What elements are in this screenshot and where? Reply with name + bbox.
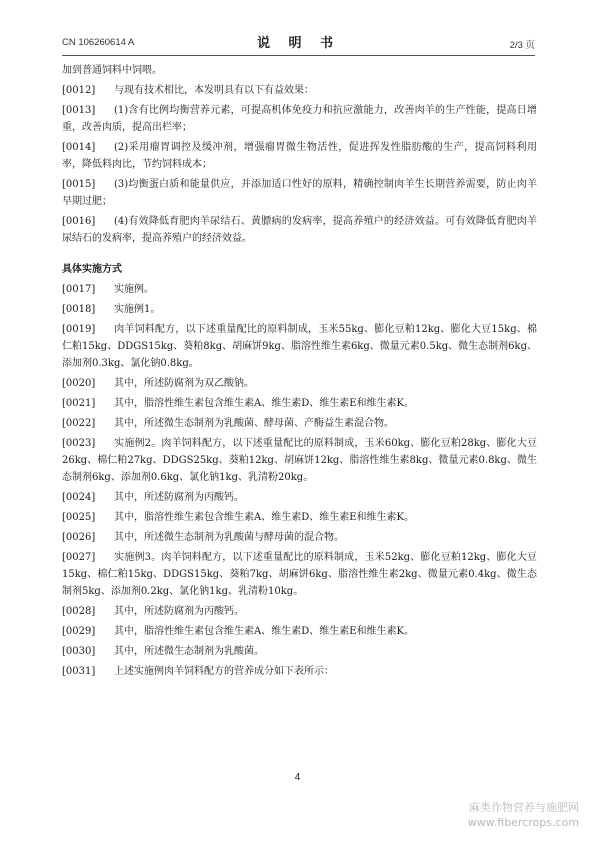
paragraph [62, 415, 537, 432]
paragraph-text: (2)采用瘤胃调控及缓冲剂，增强瘤胃微生物活性，促进挥发性脂肪酸的生产，提高饲料利用率，降低料肉比，节约饲料成本； [62, 142, 537, 170]
paragraph [62, 529, 537, 546]
paragraph [62, 176, 537, 210]
watermark-url: www.fibercrops.com [467, 816, 579, 829]
paragraph-text: 实施例3。肉羊饲料配方，以下述重量配比的原料制成，玉米52kg、膨化豆粕12kg、膨化大豆15kg、棉仁粕15kg、DDGS15kg、葵粕7kg、胡麻饼6kg、脂溶性维生素2kg、微量元素0.4kg、微生态制剂5kg、添加剂0.2kg、氯化钠1kg、乳清粉10kg。 [62, 552, 537, 597]
paragraph-text: (4)有效降低育肥肉羊尿结石、黄膘病的发病率，提高养殖户的经济效益。可有效降低育肥肉羊尿结石的发病率，提高养殖户的经济效益。 [62, 216, 537, 244]
paragraph [62, 62, 537, 79]
paragraph [62, 623, 537, 640]
paragraph-number: [0031] [62, 666, 96, 677]
paragraph-number: [0023] [62, 438, 96, 449]
paragraph [62, 509, 537, 526]
paragraph [62, 603, 537, 620]
paragraph-text: 其中，脂溶性维生素包含维生素A、维生素D、维生素E和维生素K。 [114, 512, 415, 523]
paragraph [62, 82, 537, 99]
paragraph-number: [0015] [62, 179, 96, 190]
page-number: 4 [294, 772, 301, 783]
paragraph [62, 663, 537, 680]
paragraph-number: [0021] [62, 398, 96, 409]
paragraph-text: 其中，所述微生态制剂为乳酸菌。 [114, 646, 264, 657]
paragraph [62, 643, 537, 660]
embodiments-section [62, 281, 537, 680]
watermark-name: 麻类作物营养与施肥网 [469, 801, 579, 814]
paragraph-text: 加到普通饲料中饲喂。 [62, 65, 162, 76]
paragraph-number: [0027] [62, 552, 96, 563]
patent-number: CN 106260614 A [62, 37, 135, 48]
header-divider [62, 55, 535, 56]
paragraph-text: (3)均衡蛋白质和能量供应，并添加适口性好的原料，精确控制肉羊生长期营养需要，防止肉羊早期过肥； [62, 179, 537, 207]
paragraph-number: [0024] [62, 492, 96, 503]
paragraph [62, 395, 537, 412]
paragraph-number: [0022] [62, 418, 96, 429]
paragraph-number: [0026] [62, 532, 96, 543]
paragraph-text: 与现有技术相比，本发明具有以下有益效果： [114, 85, 314, 96]
paragraph-number: [0030] [62, 646, 96, 657]
paragraph-text: 其中，所述防腐剂为丙酸钙。 [114, 606, 244, 617]
paragraph-text: 实施例1。 [114, 304, 161, 315]
paragraph-text: (1)含有比例均衡营养元素，可提高机体免疫力和抗应激能力，改善肉羊的生产性能，提高日增重，改善肉质，提高出栏率； [62, 105, 537, 133]
paragraph-number: [0018] [62, 304, 96, 315]
benefits-section [62, 62, 537, 247]
paragraph-text: 其中，脂溶性维生素包含维生素A、维生素D、维生素E和维生素K。 [114, 626, 415, 637]
page-indicator: 2/3 页 [509, 40, 535, 51]
paragraph [62, 213, 537, 247]
paragraph [62, 375, 537, 392]
paragraph [62, 102, 537, 136]
document-title: 说 明 书 [256, 36, 341, 51]
paragraph-number: [0020] [62, 378, 96, 389]
document-body [62, 62, 537, 683]
paragraph-text: 其中，脂溶性维生素包含维生素A、维生素D、维生素E和维生素K。 [114, 398, 415, 409]
paragraph-number: [0019] [62, 324, 96, 335]
paragraph-number: [0017] [62, 284, 96, 295]
paragraph [62, 301, 537, 318]
paragraph-number: [0012] [62, 85, 96, 96]
paragraph-text: 肉羊饲料配方，以下述重量配比的原料制成，玉米55kg、膨化豆粕12kg、膨化大豆15kg、棉仁粕15kg、DDGS15kg、葵粕8kg、胡麻饼9kg、脂溶性维生素6kg、微量元素0.5kg、微生态制剂6kg、添加剂0.3kg、氯化钠0.8kg。 [62, 324, 537, 369]
paragraph-text: 其中，所述微生态制剂为乳酸菌与酵母菌的混合物。 [114, 532, 344, 543]
paragraph-number: [0013] [62, 105, 96, 116]
paragraph [62, 139, 537, 173]
paragraph-number: [0025] [62, 512, 96, 523]
paragraph [62, 435, 537, 486]
paragraph-text: 实施例。 [114, 284, 154, 295]
paragraph-number: [0029] [62, 626, 96, 637]
paragraph-text: 其中，所述防腐剂为丙酸钙。 [114, 492, 244, 503]
paragraph-number: [0016] [62, 216, 96, 227]
paragraph-text: 其中，所述防腐剂为双乙酸钠。 [114, 378, 254, 389]
paragraph-text: 实施例2。肉羊饲料配方，以下述重量配比的原料制成，玉米60kg、膨化豆粕28kg、膨化大豆26kg、棉仁粕27kg、DDGS25kg、葵粕12kg、胡麻饼12kg、脂溶性维生素8kg、微量元素0.8kg、微生态制剂6kg、添加剂0.6kg、氯化钠1kg、乳清粉20kg。 [62, 438, 537, 483]
page-header [62, 34, 535, 52]
paragraph-text: 上述实施例肉羊饲料配方的营养成分如下表所示： [114, 666, 334, 677]
paragraph-text: 其中，所述微生态制剂为乳酸菌、酵母菌、产酶益生素混合物。 [114, 418, 394, 429]
paragraph-number: [0028] [62, 606, 96, 617]
site-watermark [468, 800, 579, 830]
paragraph-number: [0014] [62, 142, 96, 153]
section-heading: 具体实施方式 [62, 264, 122, 275]
paragraph [62, 489, 537, 506]
paragraph [62, 321, 537, 372]
paragraph [62, 549, 537, 600]
paragraph [62, 281, 537, 298]
